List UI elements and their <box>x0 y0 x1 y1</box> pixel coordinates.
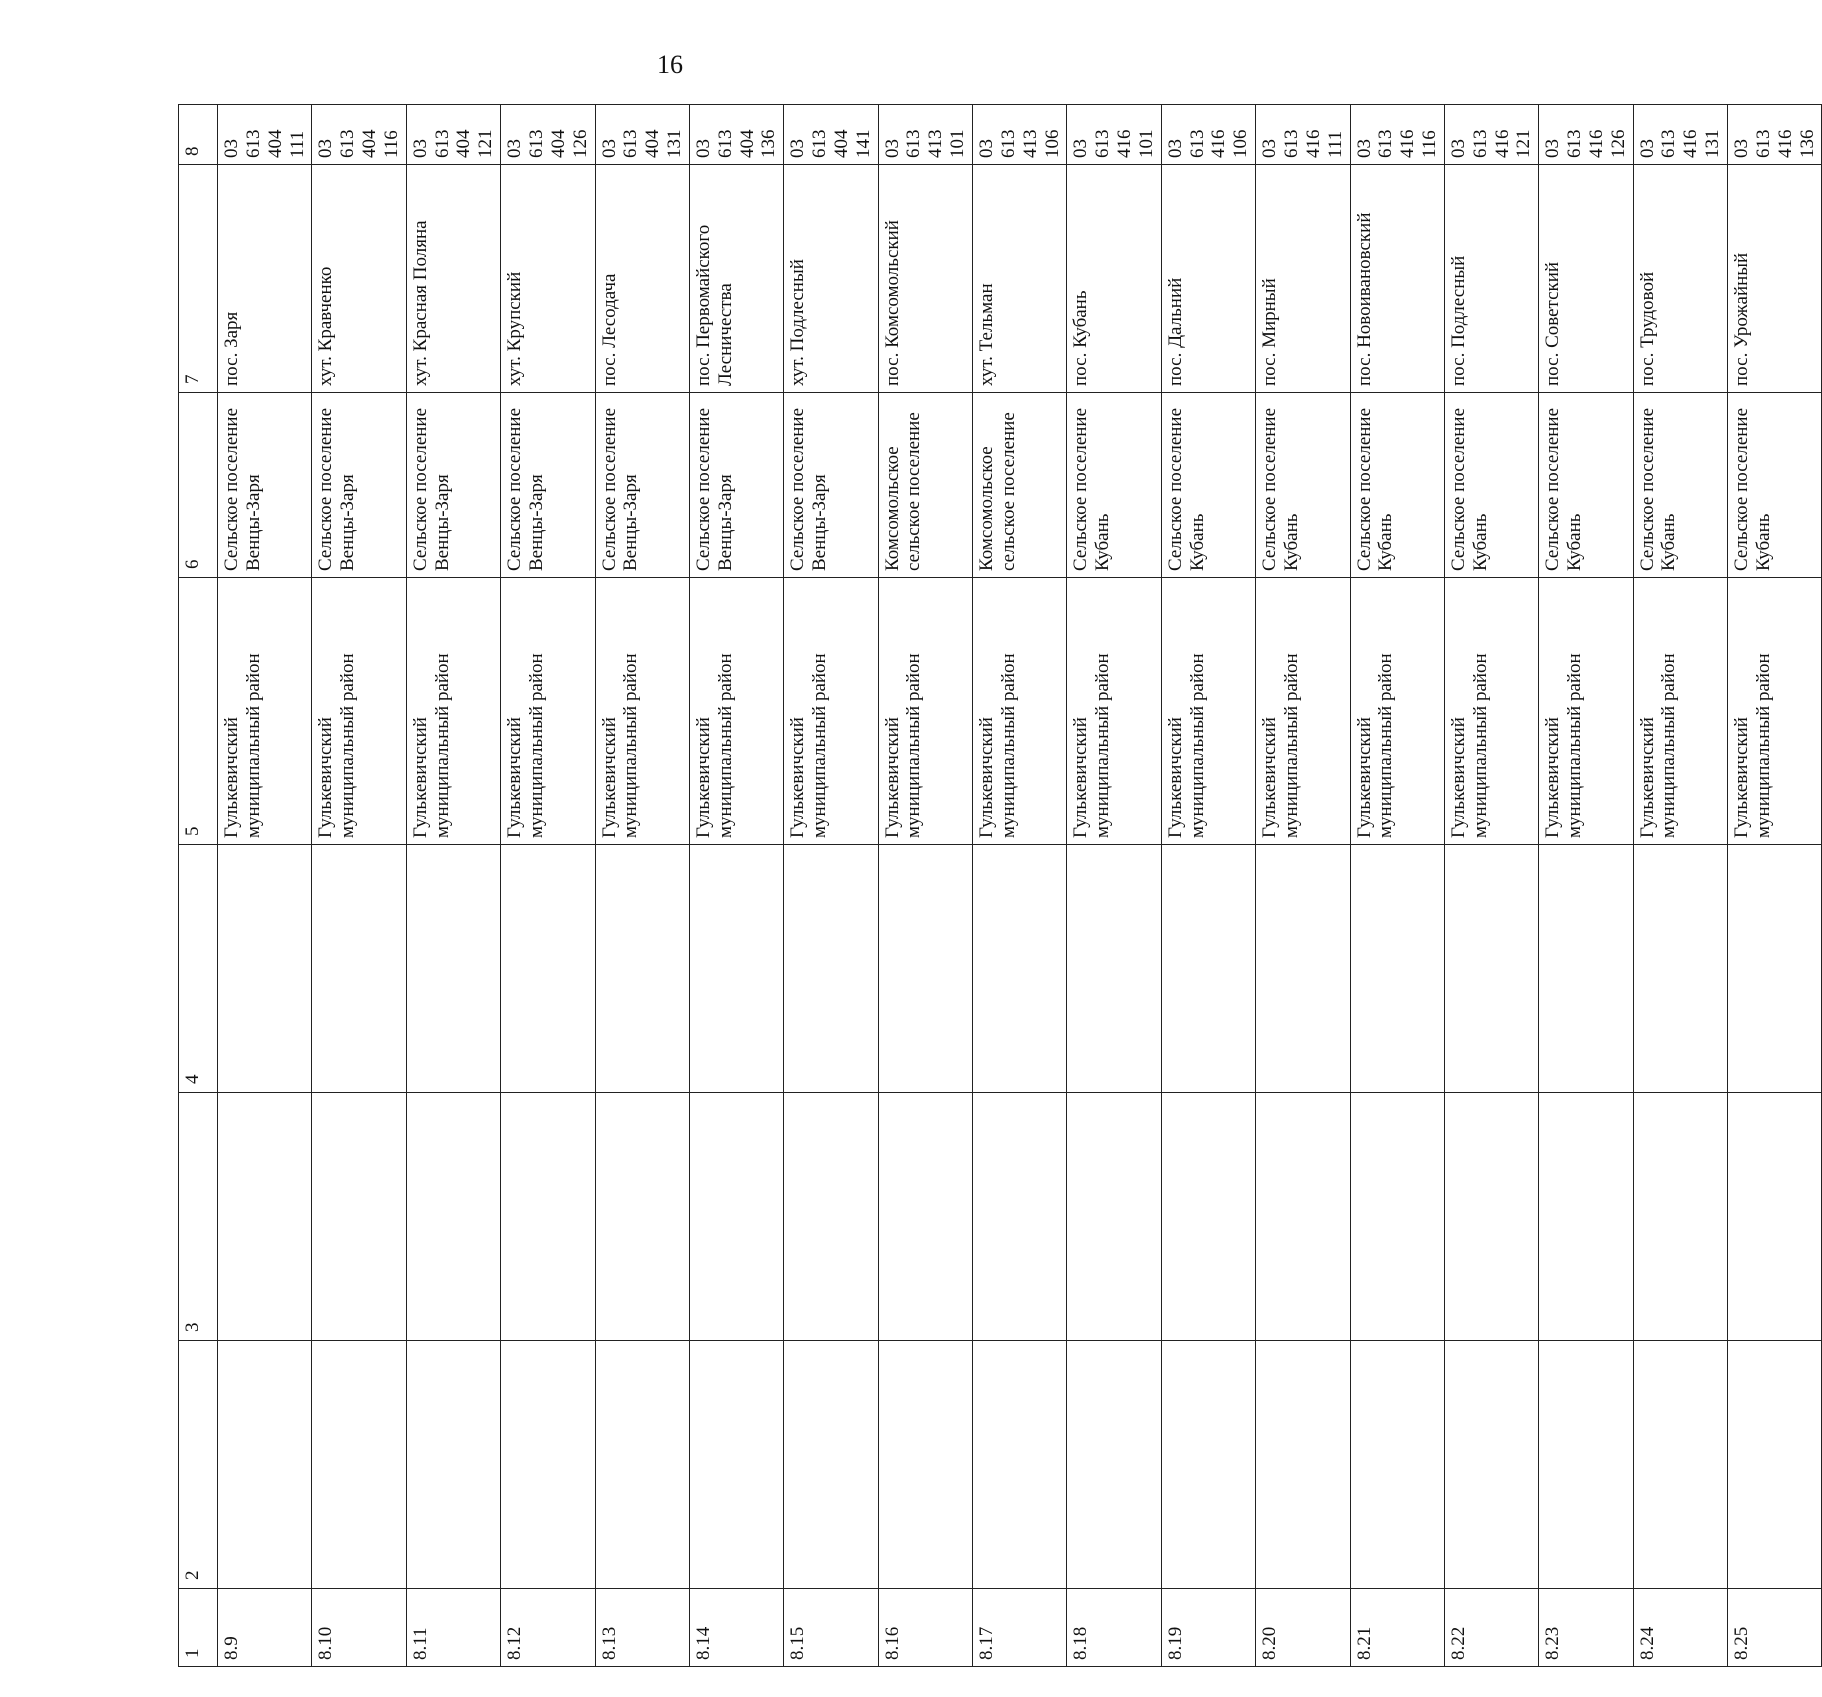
locality-cell: пос. Кубань <box>1067 165 1161 393</box>
settlement-cell: Комсомольское сельское поселение <box>973 393 1067 578</box>
oktmo-code-cell: 03 613 416 126 <box>1539 105 1633 165</box>
oktmo-code-cell: 03 613 404 141 <box>784 105 878 165</box>
empty-cell <box>1256 1341 1350 1589</box>
empty-cell <box>1161 1341 1255 1589</box>
oktmo-code-cell: 03 613 404 121 <box>406 105 500 165</box>
settlement-cell: Сельское поселение Венцы-Заря <box>406 393 500 578</box>
locality-cell: хут. Красная Поляна <box>406 165 500 393</box>
locality-cell: пос. Комсомольский <box>878 165 972 393</box>
locality-cell: пос. Мирный <box>1256 165 1350 393</box>
locality-cell: пос. Заря <box>218 165 312 393</box>
empty-cell <box>1728 845 1822 1093</box>
district-cell: Гулькевичский муниципальный район <box>878 578 972 845</box>
settlement-cell: Сельское поселение Венцы-Заря <box>312 393 406 578</box>
table-row <box>1728 105 1822 1667</box>
row-number-cell: 8.24 <box>1633 1589 1727 1667</box>
empty-cell <box>973 1093 1067 1341</box>
empty-cell <box>406 1341 500 1589</box>
oktmo-code-cell: 03 613 404 126 <box>501 105 595 165</box>
locality-cell: хут. Крупский <box>501 165 595 393</box>
oktmo-code-cell: 03 613 404 136 <box>689 105 783 165</box>
empty-cell <box>1067 845 1161 1093</box>
settlement-cell: Сельское поселение Венцы-Заря <box>501 393 595 578</box>
column-header: 8 <box>179 105 218 165</box>
empty-cell <box>973 845 1067 1093</box>
column-header: 6 <box>179 393 218 578</box>
empty-cell <box>1444 1341 1538 1589</box>
empty-cell <box>1539 845 1633 1093</box>
settlement-cell: Сельское поселение Кубань <box>1161 393 1255 578</box>
table-row <box>312 105 406 1667</box>
empty-cell <box>784 1093 878 1341</box>
row-number-cell: 8.21 <box>1350 1589 1444 1667</box>
district-cell: Гулькевичский муниципальный район <box>1256 578 1350 845</box>
empty-cell <box>1350 845 1444 1093</box>
locality-cell: пос. Первомайского Лесничества <box>689 165 783 393</box>
district-cell: Гулькевичский муниципальный район <box>1539 578 1633 845</box>
row-number-cell: 8.20 <box>1256 1589 1350 1667</box>
settlement-cell: Сельское поселение Венцы-Заря <box>784 393 878 578</box>
row-number-cell: 8.22 <box>1444 1589 1538 1667</box>
empty-cell <box>501 845 595 1093</box>
empty-cell <box>406 845 500 1093</box>
empty-cell <box>689 1341 783 1589</box>
district-cell: Гулькевичский муниципальный район <box>1067 578 1161 845</box>
district-cell: Гулькевичский муниципальный район <box>1633 578 1727 845</box>
district-cell: Гулькевичский муниципальный район <box>1350 578 1444 845</box>
district-cell: Гулькевичский муниципальный район <box>689 578 783 845</box>
empty-cell <box>1728 1093 1822 1341</box>
locality-cell: пос. Советский <box>1539 165 1633 393</box>
locality-cell: хут. Кравченко <box>312 165 406 393</box>
row-number-cell: 8.18 <box>1067 1589 1161 1667</box>
empty-cell <box>501 1093 595 1341</box>
district-cell: Гулькевичский муниципальный район <box>973 578 1067 845</box>
settlement-cell: Сельское поселение Кубань <box>1633 393 1727 578</box>
empty-cell <box>218 845 312 1093</box>
empty-cell <box>595 1341 689 1589</box>
empty-cell <box>218 1093 312 1341</box>
locality-cell: хут. Тельман <box>973 165 1067 393</box>
district-cell: Гулькевичский муниципальный район <box>501 578 595 845</box>
table-row <box>1161 105 1255 1667</box>
settlement-cell: Сельское поселение Кубань <box>1539 393 1633 578</box>
table-row <box>1350 105 1444 1667</box>
oktmo-code-cell: 03 613 404 131 <box>595 105 689 165</box>
settlement-cell: Комсомольское сельское поселение <box>878 393 972 578</box>
empty-cell <box>218 1341 312 1589</box>
empty-cell <box>1633 1093 1727 1341</box>
oktmo-code-cell: 03 613 416 121 <box>1444 105 1538 165</box>
settlement-cell: Сельское поселение Кубань <box>1728 393 1822 578</box>
settlement-cell: Сельское поселение Кубань <box>1350 393 1444 578</box>
column-header: 2 <box>179 1341 218 1589</box>
table-row <box>784 105 878 1667</box>
empty-cell <box>595 1093 689 1341</box>
row-number-cell: 8.15 <box>784 1589 878 1667</box>
table-row <box>1633 105 1727 1667</box>
row-number-cell: 8.12 <box>501 1589 595 1667</box>
locality-cell: пос. Урожайный <box>1728 165 1822 393</box>
district-cell: Гулькевичский муниципальный район <box>1728 578 1822 845</box>
empty-cell <box>312 845 406 1093</box>
row-number-cell: 8.13 <box>595 1589 689 1667</box>
table-row <box>1256 105 1350 1667</box>
district-cell: Гулькевичский муниципальный район <box>218 578 312 845</box>
settlement-cell: Сельское поселение Венцы-Заря <box>595 393 689 578</box>
empty-cell <box>1633 845 1727 1093</box>
table-row <box>1444 105 1538 1667</box>
empty-cell <box>1067 1093 1161 1341</box>
empty-cell <box>1444 845 1538 1093</box>
district-cell: Гулькевичский муниципальный район <box>1444 578 1538 845</box>
row-number-cell: 8.11 <box>406 1589 500 1667</box>
column-header: 1 <box>179 1589 218 1667</box>
district-cell: Гулькевичский муниципальный район <box>1161 578 1255 845</box>
locality-cell: пос. Лесодача <box>595 165 689 393</box>
empty-cell <box>1256 845 1350 1093</box>
table-body <box>179 105 1822 1667</box>
table-header-row <box>179 105 218 1667</box>
empty-cell <box>973 1341 1067 1589</box>
table-row <box>1539 105 1633 1667</box>
rotated-table-container <box>178 105 1818 1667</box>
empty-cell <box>1444 1093 1538 1341</box>
empty-cell <box>1728 1341 1822 1589</box>
locality-cell: пос. Дальний <box>1161 165 1255 393</box>
oktmo-code-cell: 03 613 416 111 <box>1256 105 1350 165</box>
empty-cell <box>312 1093 406 1341</box>
district-cell: Гулькевичский муниципальный район <box>784 578 878 845</box>
settlement-cell: Сельское поселение Венцы-Заря <box>218 393 312 578</box>
page-number: 16 <box>657 50 683 79</box>
empty-cell <box>595 845 689 1093</box>
empty-cell <box>312 1341 406 1589</box>
table-row <box>689 105 783 1667</box>
locality-cell: хут. Подлесный <box>784 165 878 393</box>
settlement-cell: Сельское поселение Кубань <box>1067 393 1161 578</box>
row-number-cell: 8.16 <box>878 1589 972 1667</box>
row-number-cell: 8.14 <box>689 1589 783 1667</box>
oktmo-code-cell: 03 613 413 106 <box>973 105 1067 165</box>
locality-cell: пос. Подлесный <box>1444 165 1538 393</box>
empty-cell <box>689 845 783 1093</box>
empty-cell <box>878 1093 972 1341</box>
empty-cell <box>406 1093 500 1341</box>
empty-cell <box>1067 1341 1161 1589</box>
settlement-cell: Сельское поселение Венцы-Заря <box>689 393 783 578</box>
column-header: 7 <box>179 165 218 393</box>
empty-cell <box>1539 1093 1633 1341</box>
empty-cell <box>784 1341 878 1589</box>
row-number-cell: 8.17 <box>973 1589 1067 1667</box>
empty-cell <box>878 845 972 1093</box>
district-cell: Гулькевичский муниципальный район <box>406 578 500 845</box>
row-number-cell: 8.19 <box>1161 1589 1255 1667</box>
table-row <box>218 105 312 1667</box>
table-row <box>1067 105 1161 1667</box>
empty-cell <box>1539 1341 1633 1589</box>
row-number-cell: 8.9 <box>218 1589 312 1667</box>
district-cell: Гулькевичский муниципальный район <box>312 578 406 845</box>
table-row <box>595 105 689 1667</box>
column-header: 3 <box>179 1093 218 1341</box>
empty-cell <box>784 845 878 1093</box>
oktmo-code-cell: 03 613 404 111 <box>218 105 312 165</box>
empty-cell <box>1256 1093 1350 1341</box>
locality-cell: пос. Новоивановский <box>1350 165 1444 393</box>
oktmo-code-cell: 03 613 416 131 <box>1633 105 1727 165</box>
table-row <box>973 105 1067 1667</box>
oktmo-code-cell: 03 613 416 116 <box>1350 105 1444 165</box>
oktmo-code-cell: 03 613 416 106 <box>1161 105 1255 165</box>
empty-cell <box>1633 1341 1727 1589</box>
row-number-cell: 8.10 <box>312 1589 406 1667</box>
empty-cell <box>878 1341 972 1589</box>
table-row <box>406 105 500 1667</box>
row-number-cell: 8.23 <box>1539 1589 1633 1667</box>
column-header: 5 <box>179 578 218 845</box>
empty-cell <box>1350 1093 1444 1341</box>
locality-cell: пос. Трудовой <box>1633 165 1727 393</box>
oktmo-code-cell: 03 613 413 101 <box>878 105 972 165</box>
column-header: 4 <box>179 845 218 1093</box>
empty-cell <box>501 1341 595 1589</box>
oktmo-code-cell: 03 613 416 136 <box>1728 105 1822 165</box>
empty-cell <box>1350 1341 1444 1589</box>
settlement-cell: Сельское поселение Кубань <box>1256 393 1350 578</box>
row-number-cell: 8.25 <box>1728 1589 1822 1667</box>
table-row <box>878 105 972 1667</box>
table-row <box>501 105 595 1667</box>
settlements-table <box>178 104 1822 1667</box>
empty-cell <box>689 1093 783 1341</box>
settlement-cell: Сельское поселение Кубань <box>1444 393 1538 578</box>
oktmo-code-cell: 03 613 416 101 <box>1067 105 1161 165</box>
district-cell: Гулькевичский муниципальный район <box>595 578 689 845</box>
empty-cell <box>1161 845 1255 1093</box>
oktmo-code-cell: 03 613 404 116 <box>312 105 406 165</box>
empty-cell <box>1161 1093 1255 1341</box>
